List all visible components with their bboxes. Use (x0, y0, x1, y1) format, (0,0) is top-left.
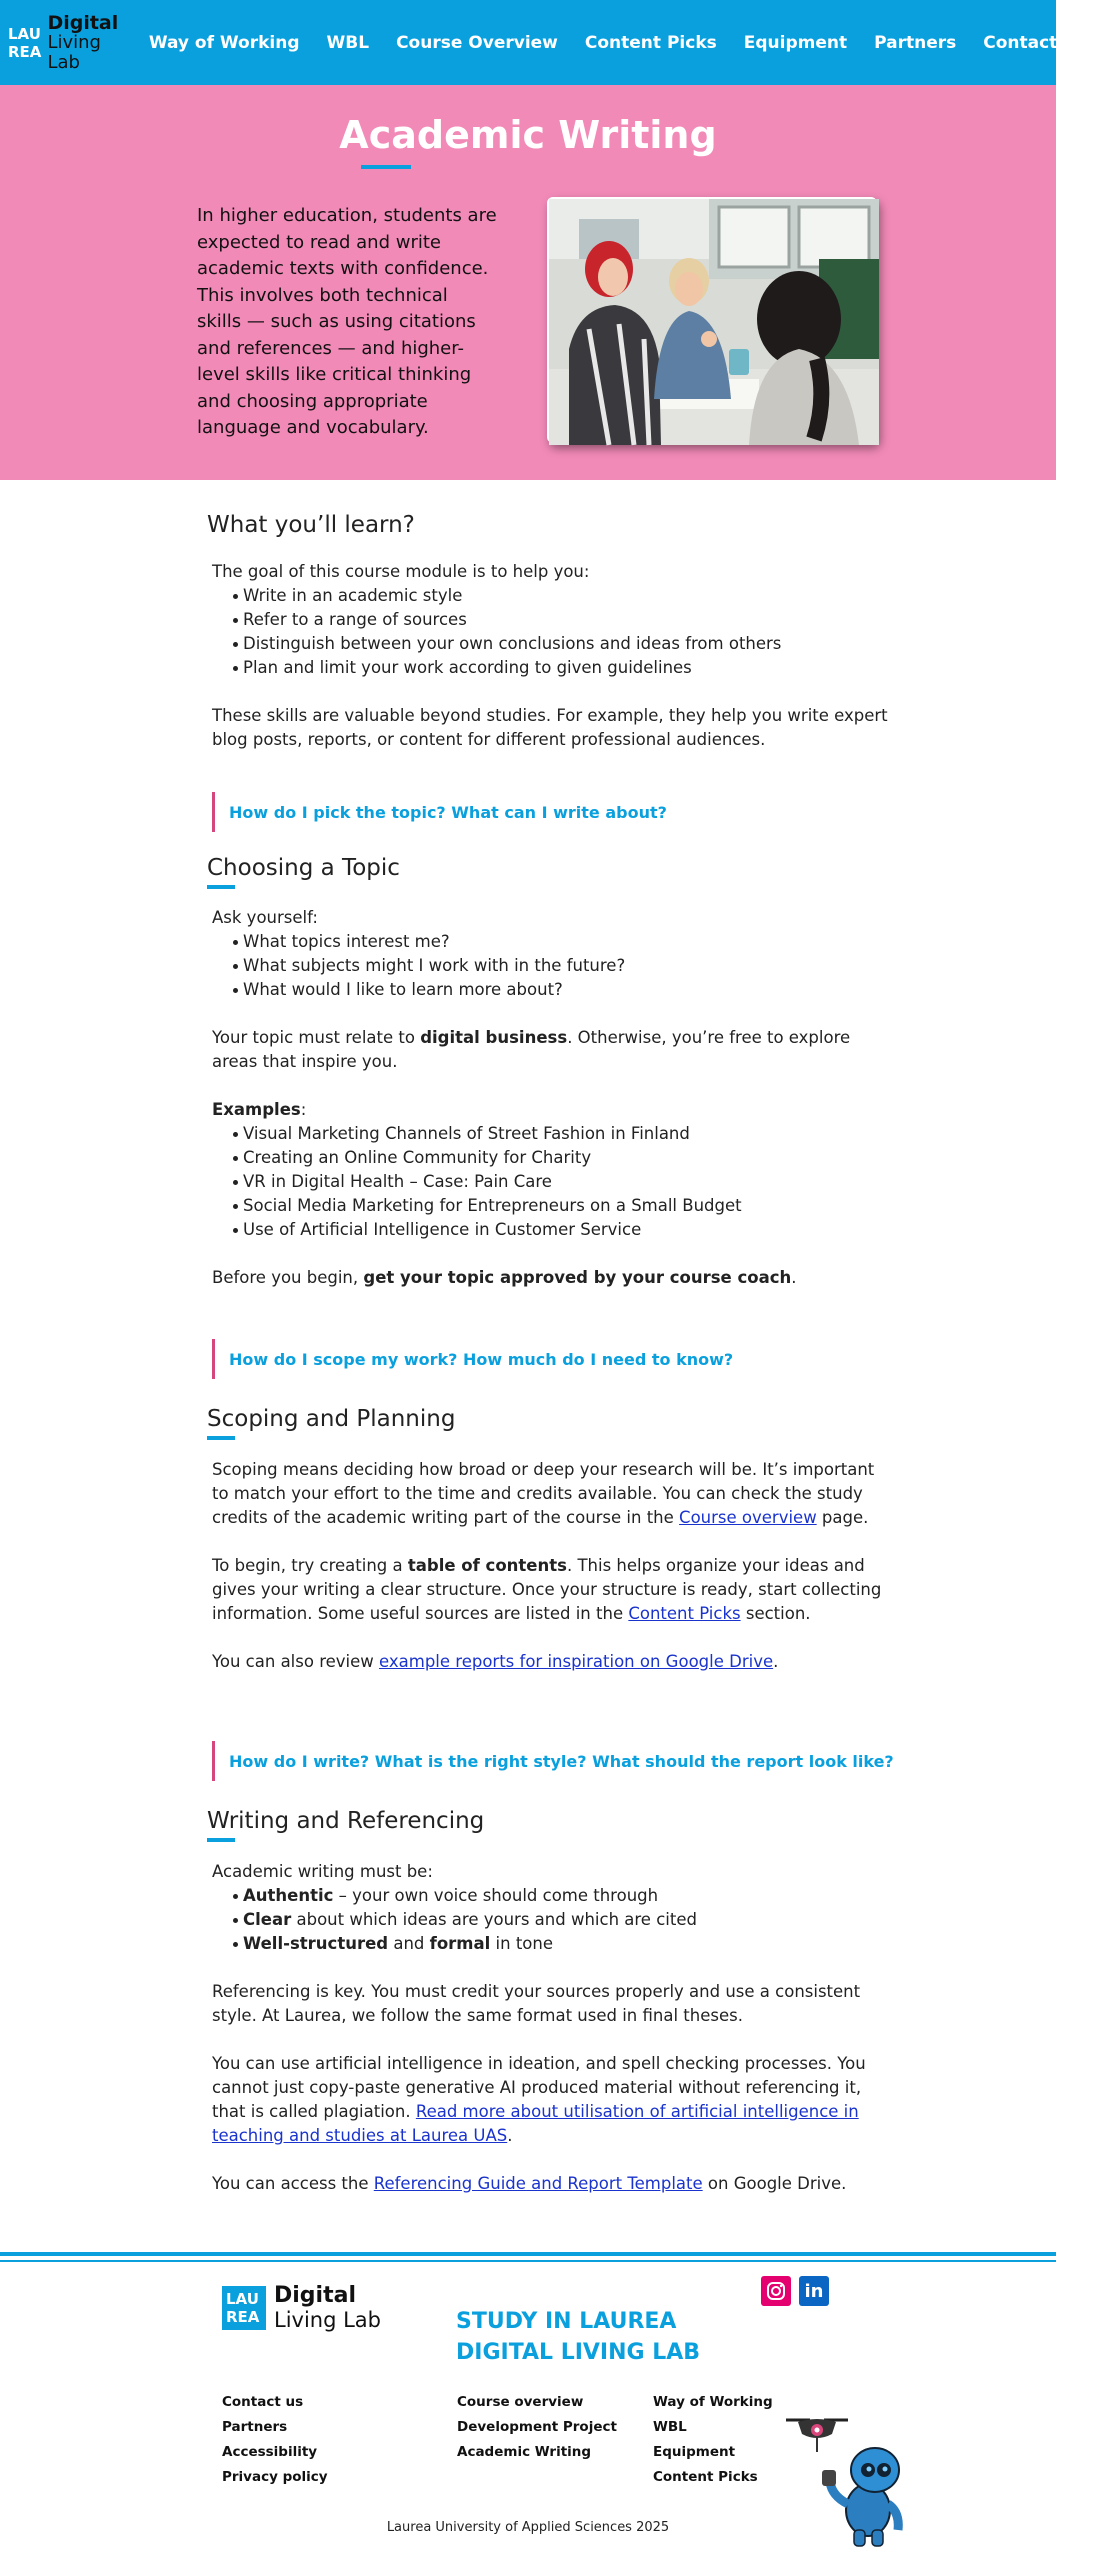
text-run: section. (740, 1604, 811, 1623)
text-run: You can use artificial intelligence in ideation, and spell checking processes. You cannot just copy-paste generative AI produced material without referencing it, that is called plagiation. (212, 2054, 866, 2121)
footer-link-privacy[interactable]: Privacy policy (222, 2469, 328, 2485)
text-bold: formal (429, 1934, 491, 1953)
heading-underline (207, 1436, 235, 1440)
writing-list (212, 1884, 892, 1956)
learn-intro: The goal of this course module is to help you: (212, 562, 590, 581)
text-run: in tone (490, 1934, 554, 1953)
topic-body (212, 906, 892, 1290)
footer-link-equipment[interactable]: Equipment (653, 2444, 736, 2460)
study-cta[interactable] (456, 2306, 700, 2368)
footer-link-wbl[interactable]: WBL (653, 2419, 687, 2435)
topic-questions (212, 930, 892, 1002)
referencing-guide-link[interactable]: Referencing Guide and Report Template (373, 2174, 703, 2193)
footer-link-content-picks[interactable]: Content Picks (653, 2469, 758, 2485)
text-run: page. (816, 1508, 869, 1527)
logo-mark-line1: LAU (8, 24, 41, 43)
footer-link-development-project[interactable]: Development Project (457, 2419, 617, 2435)
text-run: – your own voice should come through (333, 1886, 659, 1905)
callout-topic-text: How do I pick the topic? What can I write about? (229, 802, 667, 822)
site-logo[interactable] (8, 13, 125, 73)
footer-divider (0, 2252, 1056, 2256)
writing-intro: Academic writing must be: (212, 1862, 433, 1881)
nav-course-overview[interactable]: Course Overview (396, 32, 558, 53)
text-run: Scoping means deciding how broad or deep your research will be. It’s important to match your effort to the time and credits available. You can check the study credits of the academic writing part of the course in the (212, 1460, 875, 1527)
logo-line2: Living Lab (47, 31, 101, 73)
text-run: You can access the (212, 2174, 374, 2193)
text-bold: Examples (212, 1100, 301, 1119)
writing-body (212, 1860, 892, 2196)
footer-col-2 (457, 2390, 617, 2465)
scope-p3 (212, 1650, 892, 1674)
logo-mark-line2: REA (226, 2308, 260, 2326)
hero-photo (547, 197, 877, 443)
callout-topic (212, 792, 667, 832)
instagram-glyph (766, 2281, 786, 2301)
list-item: What topics interest me? (212, 930, 892, 954)
text-run: To begin, try creating a (212, 1556, 408, 1575)
writing-p1: Referencing is key. You must credit your sources properly and use a consistent style. At Laurea, we follow the same format used in final theses. (212, 1982, 861, 2025)
nav-content-picks[interactable]: Content Picks (584, 32, 717, 53)
text-run: Your topic must relate to (212, 1028, 421, 1047)
learn-section (207, 512, 887, 538)
learn-body (212, 560, 892, 752)
text-run: . (773, 1652, 779, 1671)
topic-examples (212, 1122, 892, 1242)
logo-line2: Living Lab (274, 2308, 382, 2332)
topic-relate (212, 1026, 892, 1074)
list-item: Creating an Online Community for Charity (212, 1146, 892, 1170)
footer-link-contact[interactable]: Contact us (222, 2394, 304, 2410)
scope-p1 (212, 1458, 892, 1530)
scope-body (212, 1458, 892, 1674)
topic-ask: Ask yourself: (212, 908, 318, 927)
nav-equipment[interactable]: Equipment (743, 32, 848, 53)
text-run: . This helps organize your ideas and gives your writing a clear structure. Once your structure is ready, start collecting information. Some useful sources are listed in the (212, 1556, 882, 1623)
footer-logo[interactable] (222, 2284, 381, 2332)
text-bold: get your topic approved by your course coach (363, 1268, 792, 1287)
site-header (0, 0, 1086, 85)
logo-wordmark (274, 2284, 381, 2332)
callout-writing (212, 1741, 894, 1781)
learn-outro: These skills are valuable beyond studies. For example, they help you write expert blog posts, reports, or content for different professional audiences. (212, 706, 888, 749)
callout-scope-text: How do I scope my work? How much do I need to know? (229, 1349, 734, 1369)
nav-partners[interactable]: Partners (874, 32, 957, 53)
list-item: Social Media Marketing for Entrepreneurs on a Small Budget (212, 1194, 892, 1218)
linkedin-icon[interactable]: in (799, 2276, 829, 2306)
logo-line1: Digital (47, 11, 119, 34)
topic-heading: Choosing a Topic (207, 855, 400, 881)
instagram-icon[interactable] (761, 2276, 791, 2306)
callout-writing-text: How do I write? What is the right style? What should the report look like? (229, 1751, 894, 1771)
page-title: Academic Writing (339, 113, 717, 157)
list-item: Refer to a range of sources (212, 608, 892, 632)
logo-mark (8, 22, 43, 64)
text-bold: Authentic (243, 1886, 334, 1905)
list-item (212, 1908, 892, 1932)
text-run: Before you begin, (212, 1268, 364, 1287)
nav-way-of-working[interactable]: Way of Working (148, 32, 300, 53)
writing-p2 (212, 2052, 892, 2148)
list-item: What would I like to learn more about? (212, 978, 892, 1002)
list-item: VR in Digital Health – Case: Pain Care (212, 1170, 892, 1194)
example-reports-link[interactable]: example reports for inspiration on Google Drive (379, 1652, 774, 1671)
main-nav (149, 33, 1112, 53)
nav-contact-us[interactable]: Contact us (983, 32, 1086, 53)
list-item: Visual Marketing Channels of Street Fashion in Finland (212, 1122, 892, 1146)
list-item: Write in an academic style (212, 584, 892, 608)
footer-col-1 (222, 2390, 328, 2490)
text-run: . (507, 2126, 513, 2145)
list-item (212, 1932, 892, 1956)
text-run: . Otherwise, you’re free to explore areas that inspire you. (212, 1028, 851, 1071)
title-underline (361, 165, 411, 169)
hero-section (0, 85, 1056, 480)
copyright: Laurea University of Applied Sciences 2025 (386, 2520, 670, 2535)
logo-mark-line2: REA (8, 42, 42, 61)
scope-section (207, 1406, 887, 1440)
scope-p2 (212, 1554, 892, 1626)
logo-wordmark (47, 13, 124, 73)
logo-mark-line1: LAU (226, 2290, 259, 2308)
footer-link-accessibility[interactable]: Accessibility (222, 2444, 318, 2460)
text-bold: Clear (243, 1910, 292, 1929)
list-item: Distinguish between your own conclusions and ideas from others (212, 632, 892, 656)
learn-heading: What you’ll learn? (207, 512, 415, 538)
nav-wbl[interactable]: WBL (326, 32, 370, 53)
topic-section (207, 855, 887, 889)
list-item: What subjects might I work with in the future? (212, 954, 892, 978)
classroom-photo-illustration (549, 199, 879, 445)
course-overview-link[interactable]: Course overview (679, 1508, 817, 1527)
footer-col-3 (653, 2390, 773, 2490)
learn-list (212, 584, 892, 680)
heading-underline (207, 885, 235, 889)
footer-link-way-of-working[interactable]: Way of Working (653, 2394, 773, 2410)
list-item (212, 1884, 892, 1908)
topic-approve (212, 1266, 892, 1290)
footer-divider-thin (0, 2260, 1056, 2262)
study-line1: STUDY IN LAUREA (456, 2309, 677, 2334)
text-run: You can also review (212, 1652, 380, 1671)
text-run: on Google Drive. (702, 2174, 847, 2193)
text-run: . (791, 1268, 797, 1287)
writing-section (207, 1808, 887, 1842)
list-item: Use of Artificial Intelligence in Customer Service (212, 1218, 892, 1242)
content-picks-link[interactable]: Content Picks (628, 1604, 741, 1623)
scope-heading: Scoping and Planning (207, 1406, 456, 1432)
writing-p3 (212, 2172, 892, 2196)
logo-line1: Digital (274, 2283, 356, 2308)
examples-label: Examples: (212, 1100, 307, 1119)
writing-heading: Writing and Referencing (207, 1808, 485, 1834)
text-bold: table of contents (407, 1556, 567, 1575)
text-bold: digital business (420, 1028, 568, 1047)
text-run: about which ideas are yours and which are cited (291, 1910, 697, 1929)
callout-scope (212, 1339, 733, 1379)
study-line2: DIGITAL LIVING LAB (456, 2340, 701, 2365)
list-item: Plan and limit your work according to given guidelines (212, 656, 892, 680)
footer-link-course-overview[interactable]: Course overview (457, 2394, 584, 2410)
hero-intro: In higher education, students are expected to read and write academic texts with confidence. This involves both technical skills — such as using citations and references — and higher-level skills like critical thinking and choosing appropriate language and vocabulary. (197, 205, 497, 438)
heading-underline (207, 1838, 235, 1842)
logo-mark (222, 2286, 266, 2330)
footer-link-partners[interactable]: Partners (222, 2419, 288, 2435)
text-bold: Well-structured (243, 1934, 389, 1953)
ai-guidance-link[interactable]: Read more about utilisation of artificial intelligence in teaching and studies at Laurea UAS (212, 2102, 859, 2145)
text-run: and (388, 1934, 430, 1953)
footer-link-academic-writing[interactable]: Academic Writing (457, 2444, 592, 2460)
